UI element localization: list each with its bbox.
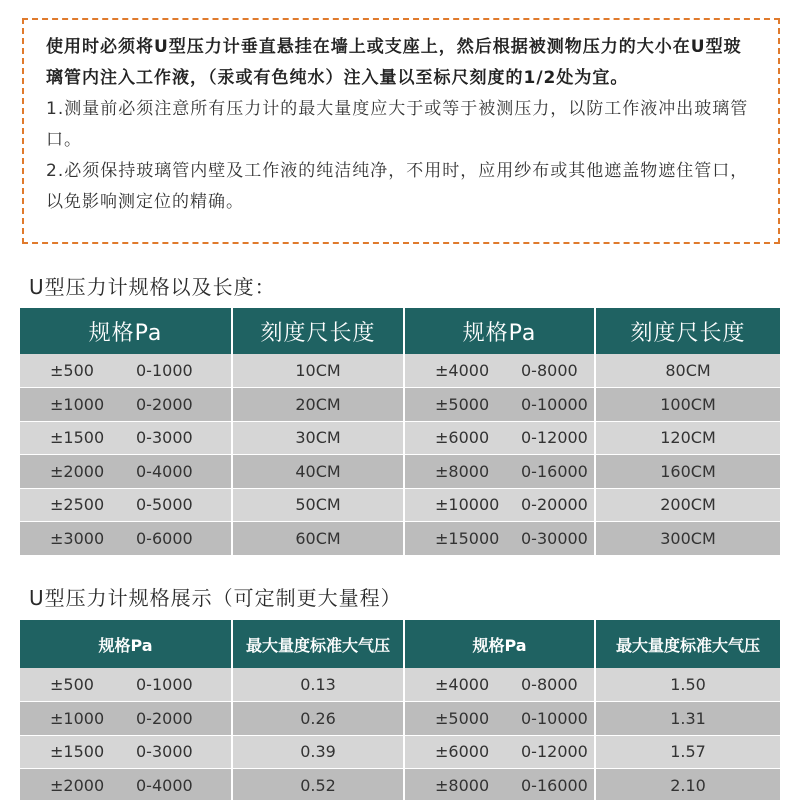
value-cell: 0.26 [232,702,404,736]
table-row [20,421,780,455]
header-spec: 规格Pa [20,620,232,668]
notice-item-2: 2.必须保持玻璃管内壁及工作液的纯洁纯净，不用时，应用纱布或其他遮盖物遮住管口，以免影响测定位的精确。 [46,161,749,212]
spec-cell [20,702,232,736]
section-title-spec-display: U型压力计规格展示（可定制更大量程） [29,586,402,610]
spec-cell [20,421,232,455]
spec-range-value: 0-2000 [136,708,193,728]
value-cell: 1.57 [595,735,780,769]
spec-range-value: 0-10000 [521,708,588,728]
value-cell: 200CM [595,488,780,522]
spec-range-value: 0-3000 [136,428,193,448]
spec-cell [404,354,595,388]
value-cell: 0.52 [232,769,404,800]
value-cell: 20CM [232,388,404,422]
header-scale-length: 刻度尺长度 [232,308,404,354]
spec-range-value: 0-1000 [136,361,193,380]
spec-cell [404,702,595,736]
table-row [20,455,780,489]
table-row [20,354,780,388]
spec-pm-value: ±4000 [435,361,490,380]
value-cell: 2.10 [595,769,780,800]
spec-range-value: 0-10000 [521,394,588,414]
header-max-atm: 最大量度标准大气压 [595,620,780,668]
spec-cell [404,388,595,422]
value-cell: 80CM [595,354,780,388]
table-row [20,488,780,522]
spec-pm-value: ±8000 [435,775,490,795]
header-max-atm: 最大量度标准大气压 [232,620,404,668]
spec-range-value: 0-16000 [521,775,588,795]
spec-cell [20,388,232,422]
value-cell: 30CM [232,421,404,455]
spec-pm-value: ±10000 [435,495,500,515]
spec-cell [404,735,595,769]
spec-cell [20,455,232,489]
table-header-row [20,308,780,354]
table-row [20,735,780,769]
spec-range-value: 0-5000 [136,495,193,515]
spec-pm-value: ±1000 [50,394,105,414]
spec-range-value: 0-6000 [136,528,193,548]
table-row [20,388,780,422]
spec-pm-value: ±500 [50,675,94,694]
spec-pm-value: ±1500 [50,742,105,762]
table-row [20,702,780,736]
spec-pm-value: ±8000 [435,461,490,481]
spec-pm-value: ±2500 [50,495,105,515]
notice-main-text: 使用时必须将U型压力计垂直悬挂在墙上或支座上，然后根据被测物压力的大小在U型玻璃管内注入工作液，（汞或有色纯水）注入量以至标尺刻度的1/2处为宜。 [46,37,742,88]
spec-range-value: 0-8000 [521,675,578,694]
spec-cell [404,668,595,702]
value-cell: 300CM [595,522,780,556]
value-cell: 50CM [232,488,404,522]
spec-range-value: 0-4000 [136,461,193,481]
value-cell: 10CM [232,354,404,388]
spec-cell [20,668,232,702]
spec-range-value: 0-16000 [521,461,588,481]
table-header-row [20,620,780,668]
spec-range-value: 0-1000 [136,675,193,694]
header-scale-length: 刻度尺长度 [595,308,780,354]
spec-cell [404,488,595,522]
spec-range-value: 0-30000 [521,528,588,548]
table-row [20,769,780,800]
spec-pressure-table [20,620,780,800]
value-cell: 0.39 [232,735,404,769]
spec-cell [404,769,595,800]
spec-range-value: 0-20000 [521,495,588,515]
spec-pm-value: ±6000 [435,742,490,762]
spec-pm-value: ±500 [50,361,94,380]
spec-cell [20,488,232,522]
spec-cell [20,769,232,800]
spec-range-value: 0-12000 [521,742,588,762]
spec-pm-value: ±3000 [50,528,105,548]
table-row [20,522,780,556]
spec-pm-value: ±5000 [435,708,490,728]
header-spec: 规格Pa [404,308,595,354]
spec-range-value: 0-12000 [521,428,588,448]
value-cell: 1.31 [595,702,780,736]
spec-cell [404,522,595,556]
spec-cell [20,735,232,769]
value-cell: 60CM [232,522,404,556]
spec-pm-value: ±5000 [435,394,490,414]
spec-pm-value: ±2000 [50,775,105,795]
header-spec: 规格Pa [20,308,232,354]
spec-range-value: 0-2000 [136,394,193,414]
spec-range-value: 0-8000 [521,361,578,380]
spec-cell [20,522,232,556]
spec-pm-value: ±4000 [435,675,490,694]
value-cell: 160CM [595,455,780,489]
value-cell: 100CM [595,388,780,422]
spec-cell [404,455,595,489]
spec-cell [20,354,232,388]
spec-length-table [20,308,780,556]
spec-cell [404,421,595,455]
value-cell: 0.13 [232,668,404,702]
spec-pm-value: ±15000 [435,528,500,548]
spec-range-value: 0-3000 [136,742,193,762]
spec-pm-value: ±1000 [50,708,105,728]
spec-pm-value: ±6000 [435,428,490,448]
header-spec: 规格Pa [404,620,595,668]
usage-notice-box [22,18,780,244]
spec-pm-value: ±2000 [50,461,105,481]
spec-range-value: 0-4000 [136,775,193,795]
value-cell: 40CM [232,455,404,489]
section-title-spec-length: U型压力计规格以及长度： [29,275,276,299]
spec-pm-value: ±1500 [50,428,105,448]
notice-item-1: 1.测量前必须注意所有压力计的最大量度应大于或等于被测压力，以防工作液冲出玻璃管口。 [46,99,749,150]
table-row [20,668,780,702]
value-cell: 120CM [595,421,780,455]
value-cell: 1.50 [595,668,780,702]
